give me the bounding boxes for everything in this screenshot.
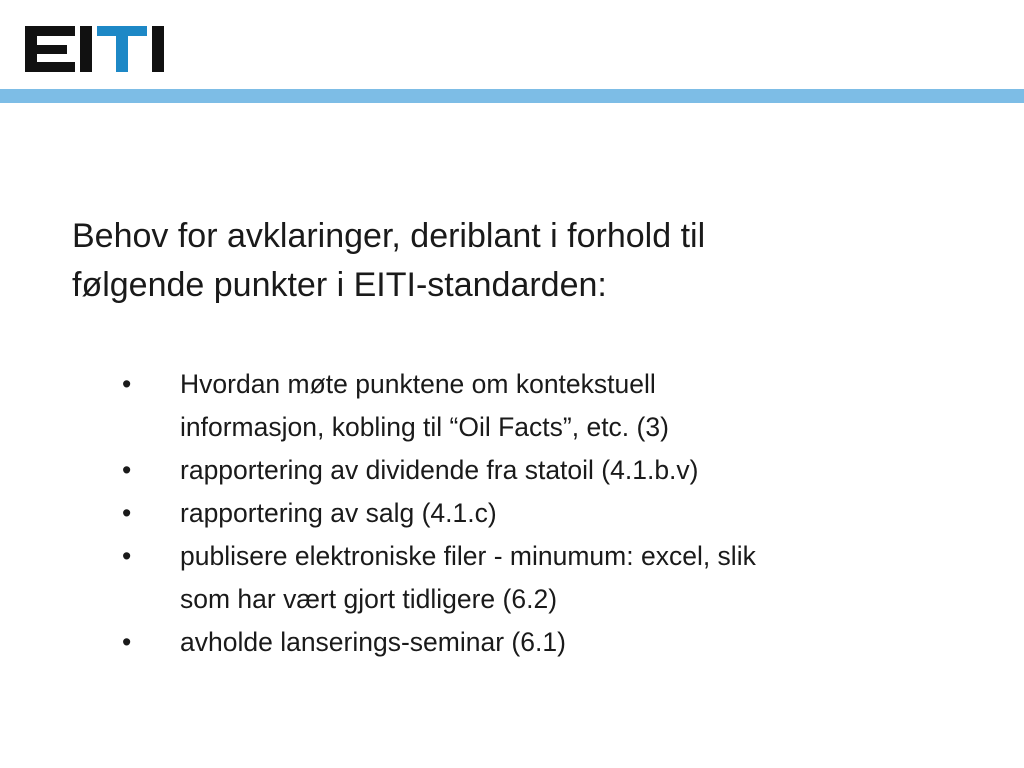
eiti-logo [25, 24, 177, 74]
bullet-item [118, 449, 918, 492]
bullet-item [118, 621, 918, 664]
bullet-text: avholde lanserings-seminar (6.1) [180, 627, 566, 657]
bullet-item [118, 492, 918, 535]
bullet-item [118, 535, 918, 621]
intro-text: Behov for avklaringer, deriblant i forhold til følgende punkter i EITI-standarden: [72, 217, 706, 304]
bullet-item [118, 363, 918, 449]
bullet-marker: • [122, 498, 132, 528]
bullet-list [118, 363, 918, 664]
bullet-marker: • [122, 455, 132, 485]
bullet-marker: • [122, 369, 132, 399]
header-divider [0, 89, 1024, 103]
bullet-text: publisere elektroniske filer - minumum: excel, slik som har vært gjort tidligere (6.2) [180, 541, 756, 614]
bullet-text: rapportering av dividende fra statoil (4.1.b.v) [180, 455, 699, 485]
intro-heading [72, 212, 952, 310]
bullet-text: rapportering av salg (4.1.c) [180, 498, 497, 528]
bullet-marker: • [122, 627, 132, 657]
bullet-text: Hvordan møte punktene om kontekstuell informasjon, kobling til “Oil Facts”, etc. (3) [180, 369, 669, 442]
bullet-marker: • [122, 541, 132, 571]
